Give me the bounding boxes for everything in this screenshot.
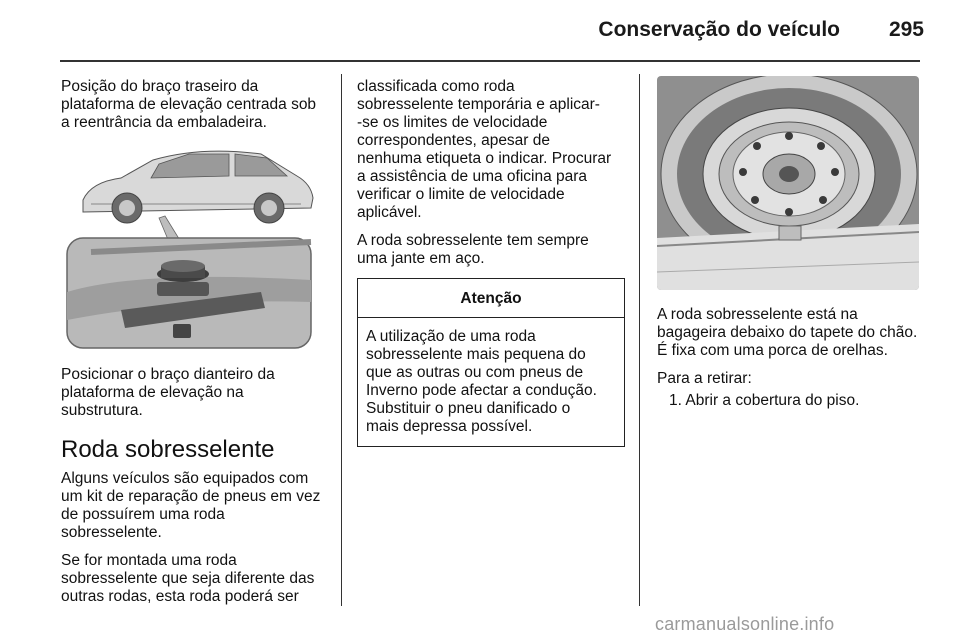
spare-wheel-illustration	[657, 76, 919, 290]
warning-text: A utilização de uma roda sobresselente mais pequena do que as outras ou com pneus de Inverno pode afectar a condução. Substituir o pneu danificado o mais depressa possível.	[366, 328, 597, 435]
spare-wheel-different-text: Se for montada uma roda sobresselente que seja diferente das outras rodas, esta roda poderá ser	[61, 552, 315, 605]
warning-box	[357, 278, 625, 447]
page-number: 295	[888, 18, 924, 41]
spare-wheel-intro-text: Alguns veículos são equipados com um kit de reparação de pneus em vez de possuírem uma roda sobresselente.	[61, 470, 321, 541]
car-lift-illustration	[61, 142, 323, 354]
step-1: 1. Abrir a cobertura do piso.	[669, 392, 860, 409]
watermark[interactable]: carmanualsonline.info	[655, 614, 835, 634]
page-title: Conservação do veículo	[598, 18, 840, 41]
spare-wheel-location-text: A roda sobresselente está na bagageira debaixo do tapete do chão. É fixa com uma porca de orelhas.	[657, 306, 918, 359]
warning-title: Atenção	[358, 279, 624, 318]
column-divider	[639, 74, 640, 606]
steel-rim-text: A roda sobresselente tem sempre uma jante em aço.	[357, 232, 589, 267]
lift-rear-arm-text: Posição do braço traseiro da plataforma de elevação centrada sob a reentrância da embaladeira.	[61, 78, 317, 131]
column-divider	[341, 74, 342, 606]
removal-steps-list	[657, 392, 925, 410]
section-heading-spare-wheel: Roda sobresselente	[61, 436, 275, 463]
column-right	[657, 76, 925, 410]
column-left	[61, 78, 331, 616]
remove-instructions-label: Para a retirar:	[657, 370, 752, 387]
column-middle	[357, 78, 625, 447]
temporary-spare-text: classificada como roda sobresselente temporária e aplicar- -se os limites de velocidade correspondentes, apesar de nenhuma etiqueta o indicar. Procurar a assistência de uma oficina para verificar o limite de velocidade aplicável.	[357, 78, 612, 221]
lift-front-arm-text: Posicionar o braço dianteiro da plataforma de elevação na substrutura.	[61, 366, 275, 419]
header-divider	[60, 60, 920, 62]
